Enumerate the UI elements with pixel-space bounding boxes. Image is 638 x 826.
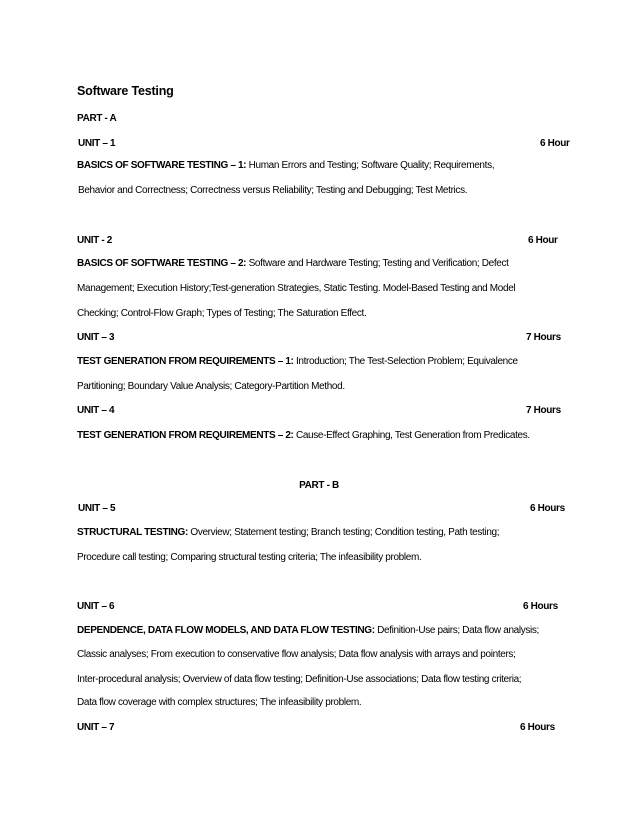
unit-1-line-1: [77, 160, 494, 171]
unit-3-line-1: [77, 356, 518, 367]
unit-3-heading: TEST GENERATION FROM REQUIREMENTS – 1:: [77, 356, 294, 367]
unit-5-line-1: [77, 527, 499, 538]
document-title: Software Testing: [77, 84, 174, 98]
unit-2-heading: BASICS OF SOFTWARE TESTING – 2:: [77, 258, 247, 269]
unit-4-hours: 7 Hours: [526, 405, 561, 416]
unit-1-heading: BASICS OF SOFTWARE TESTING – 1:: [77, 160, 247, 171]
unit-7-label: UNIT – 7: [77, 722, 115, 733]
unit-6-heading: DEPENDENCE, DATA FLOW MODELS, AND DATA FLOW TESTING:: [77, 625, 375, 636]
unit-3-label: UNIT – 3: [77, 332, 115, 343]
unit-6-label: UNIT – 6: [77, 601, 115, 612]
unit-2-line-2: Management; Execution History;Test-generation Strategies, Static Testing. Model-Based Testing and Model: [77, 283, 516, 294]
part-a-heading: PART - A: [77, 113, 117, 124]
unit-7-hours: 6 Hours: [520, 722, 555, 733]
unit-5-text-1: Overview; Statement testing; Branch testing; Condition testing, Path testing;: [190, 527, 500, 538]
unit-5-heading: STRUCTURAL TESTING:: [77, 527, 188, 538]
part-b-heading: PART - B: [299, 480, 339, 491]
unit-3-hours: 7 Hours: [526, 332, 561, 343]
unit-2-label: UNIT - 2: [77, 235, 112, 246]
unit-2-text-1: Software and Hardware Testing; Testing and Verification; Defect: [248, 258, 509, 269]
unit-1-line-2: Behavior and Correctness; Correctness versus Reliability; Testing and Debugging; Test Metrics.: [78, 185, 468, 196]
unit-6-line-4: Data flow coverage with complex structures; The infeasibility problem.: [77, 697, 362, 708]
unit-5-label: UNIT – 5: [78, 503, 116, 514]
unit-4-text-1: Cause-Effect Graphing, Test Generation from Predicates.: [295, 430, 530, 441]
unit-4-heading: TEST GENERATION FROM REQUIREMENTS – 2:: [77, 430, 294, 441]
unit-1-text-1: Human Errors and Testing; Software Quality; Requirements,: [248, 160, 495, 171]
unit-2-line-3: Checking; Control-Flow Graph; Types of Testing; The Saturation Effect.: [77, 308, 367, 319]
unit-6-line-2: Classic analyses; From execution to conservative flow analysis; Data flow analysis with arrays and pointers;: [77, 649, 516, 660]
unit-6-line-1: [77, 625, 539, 636]
unit-3-text-1: Introduction; The Test-Selection Problem; Equivalence: [295, 356, 518, 367]
unit-4-line-1: [77, 430, 530, 441]
unit-2-line-1: [77, 258, 509, 269]
unit-3-line-2: Partitioning; Boundary Value Analysis; Category-Partition Method.: [77, 381, 345, 392]
unit-6-line-3: Inter-procedural analysis; Overview of data flow testing; Definition-Use associations; Data flow testing criteria;: [77, 674, 522, 685]
unit-5-line-2: Procedure call testing; Comparing structural testing criteria; The infeasibility problem.: [77, 552, 422, 563]
unit-2-hours: 6 Hour: [528, 235, 558, 246]
unit-4-label: UNIT – 4: [77, 405, 115, 416]
unit-6-hours: 6 Hours: [523, 601, 558, 612]
unit-5-hours: 6 Hours: [530, 503, 565, 514]
unit-6-text-1: Definition-Use pairs; Data flow analysis;: [377, 625, 539, 636]
unit-1-hours: 6 Hour: [540, 138, 570, 149]
unit-1-label: UNIT – 1: [78, 138, 116, 149]
